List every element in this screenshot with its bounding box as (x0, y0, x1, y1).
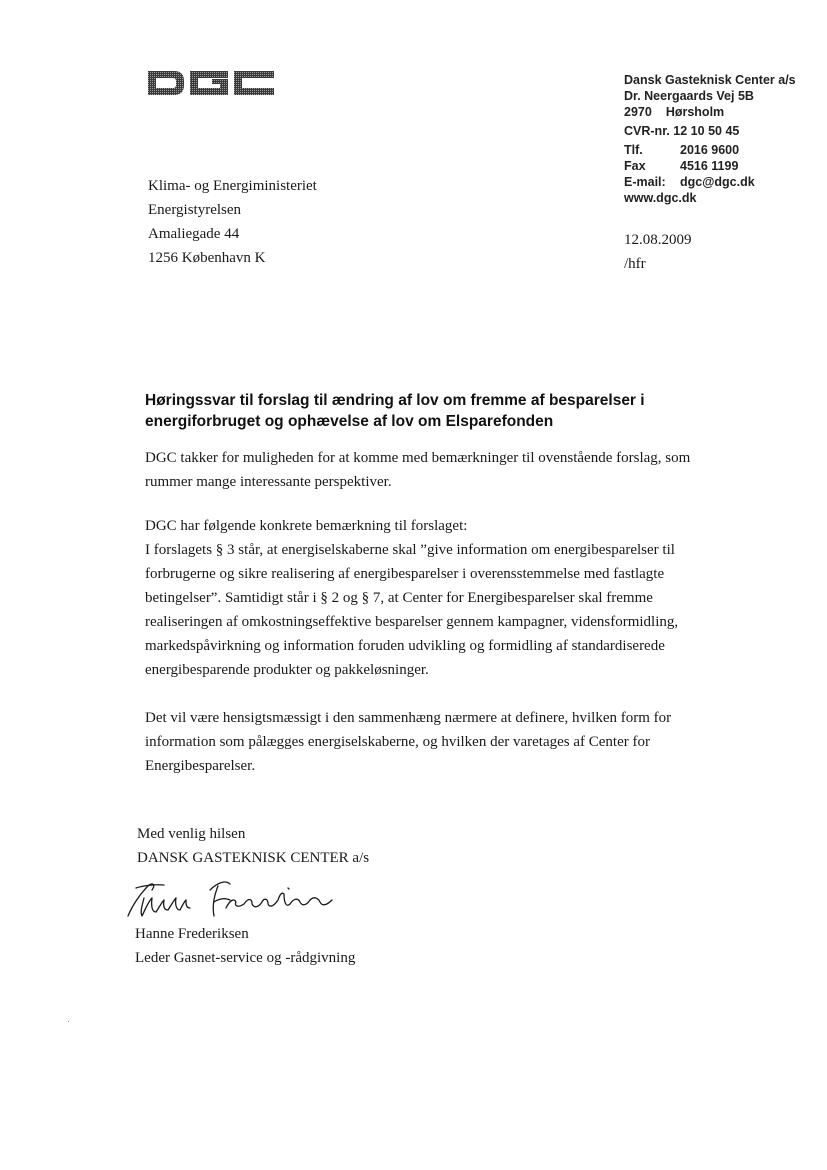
body-line: I forslagets § 3 står, at energiselskaberne skal ”give information om energibesparelser til (145, 542, 675, 558)
email-label: E-mail: (624, 175, 666, 189)
dgc-logo (146, 68, 276, 98)
fax-label: Fax (624, 159, 646, 173)
fax-number: 4516 1199 (680, 159, 739, 173)
sender-email (624, 174, 824, 190)
paragraph-intro (145, 446, 745, 494)
phone-number: 2016 9600 (680, 143, 740, 157)
scan-speck (68, 1021, 69, 1022)
body-line: Det vil være hensigtsmæssigt i den sammenhæng nærmere at definere, hvilken form for (145, 710, 672, 726)
body-line: information som pålægges energiselskaberne, og hvilken der varetages af Center for (145, 734, 650, 750)
body-line: forbrugerne og sikre realisering af energibesparelser i overensstemmelse med fastlagte (145, 566, 665, 582)
body-line: rummer mange interessante perspektiver. (145, 474, 392, 490)
closing-company: DANSK GASTEKNISK CENTER a/s (137, 850, 370, 866)
sender-postal-code: 2970 (624, 105, 652, 119)
closing-greeting: Med venlig hilsen (137, 826, 246, 842)
letter-closing (137, 822, 537, 870)
sender-company: Dansk Gasteknisk Center a/s (624, 73, 796, 87)
letter-subject (145, 390, 705, 432)
body-line: markedspåvirkning og information foruden udvikling og formidling af standardiserede (145, 638, 665, 654)
email-address: dgc@dgc.dk (680, 175, 755, 189)
body-line: betingelser”. Samtidigt står i § 2 og § 7, at Center for Energibesparelser skal fremme (145, 590, 653, 606)
sender-address (624, 72, 824, 206)
subject-line: Høringssvar til forslag til ændring af lov om fremme af besparelser i (145, 392, 645, 409)
signer-title: Leder Gasnet-service og -rådgivning (135, 950, 356, 966)
sender-phone (624, 142, 824, 158)
body-line: realiseringen af omkostningseffektive besparelser gennem kampagner, vidensformidling, (145, 614, 679, 630)
recipient-line: Energistyrelsen (148, 202, 242, 218)
sender-city: Hørsholm (665, 105, 725, 119)
signer-block (135, 922, 535, 970)
recipient-address (148, 174, 468, 270)
paragraph-remarks (145, 514, 745, 682)
recipient-line: Amaliegade 44 (148, 226, 240, 242)
sender-cvr: CVR-nr. 12 10 50 45 (624, 124, 740, 138)
sender-website: www.dgc.dk (624, 191, 697, 205)
handwritten-signature (118, 876, 368, 926)
sender-postal-city (624, 104, 824, 120)
sender-street: Dr. Neergaards Vej 5B (624, 89, 754, 103)
recipient-line: 1256 København K (148, 250, 266, 266)
phone-label: Tlf. (624, 143, 643, 157)
signer-name: Hanne Frederiksen (135, 926, 249, 942)
paragraph-recommendation (145, 706, 745, 778)
body-line: DGC takker for muligheden for at komme med bemærkninger til ovenstående forslag, som (145, 450, 691, 466)
letter-reference: /hfr (624, 256, 646, 272)
letter-date: 12.08.2009 (624, 232, 692, 248)
recipient-line: Klima- og Energiministeriet (148, 178, 317, 194)
body-line: Energibesparelser. (145, 758, 256, 774)
subject-line: energiforbruget og ophævelse af lov om Elsparefonden (145, 413, 554, 430)
sender-fax (624, 158, 824, 174)
body-line: energibesparende produkter og pakkeløsninger. (145, 662, 429, 678)
body-line: DGC har følgende konkrete bemærkning til forslaget: (145, 518, 468, 534)
